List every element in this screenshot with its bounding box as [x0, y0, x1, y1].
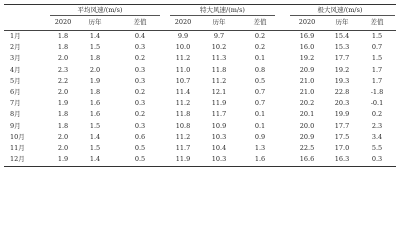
month-cell: 2月 [10, 43, 21, 52]
table-row [0, 121, 400, 132]
avg-historical-cell: 1.4 [89, 32, 101, 40]
avg-2020-cell: 1.8 [57, 121, 69, 130]
extreme-2020-cell: 16.6 [299, 155, 315, 164]
avg-difference-cell: 0.3 [134, 43, 146, 52]
extreme-difference-cell: 1.7 [371, 76, 383, 85]
max-2020-cell: 11.2 [175, 99, 191, 108]
max-2020-cell: 10.7 [175, 76, 191, 85]
table-row [0, 42, 400, 53]
extreme-historical-cell: 19.3 [334, 76, 350, 85]
avg-difference-cell: 0.6 [134, 132, 146, 141]
max-2020-cell: 9.9 [177, 32, 189, 40]
avg-difference-cell: 0.5 [134, 144, 146, 152]
table-bottom-rule [4, 166, 396, 167]
max-2020-cell: 11.2 [175, 132, 191, 141]
extreme-difference-cell: 2.3 [371, 121, 383, 130]
extreme-2020-cell: 20.9 [299, 65, 315, 74]
month-cell: 8月 [10, 110, 21, 119]
avg-2020-cell: 1.8 [57, 43, 69, 52]
group-underline-average-wind [50, 15, 160, 16]
subheader-avg-2020: 2020 [54, 18, 72, 26]
max-difference-cell: 0.1 [254, 110, 266, 119]
subheader-max-historical: 历年 [212, 18, 226, 26]
extreme-2020-cell: 20.9 [299, 132, 315, 141]
avg-historical-cell: 1.4 [89, 155, 101, 164]
extreme-2020-cell: 20.2 [299, 99, 315, 108]
month-cell: 10月 [10, 132, 25, 141]
extreme-historical-cell: 17.7 [334, 121, 350, 130]
avg-historical-cell: 1.5 [89, 43, 101, 52]
max-historical-cell: 11.3 [211, 54, 227, 63]
avg-historical-cell: 1.8 [89, 88, 101, 96]
extreme-2020-cell: 21.0 [299, 88, 315, 96]
table-row [0, 143, 400, 154]
extreme-historical-cell: 22.8 [334, 88, 350, 96]
extreme-2020-cell: 22.5 [299, 144, 315, 152]
avg-historical-cell: 1.8 [89, 54, 101, 63]
max-difference-cell: 1.3 [254, 144, 266, 152]
max-historical-cell: 10.3 [211, 132, 227, 141]
table-row [0, 31, 400, 42]
month-cell: 4月 [10, 65, 21, 74]
extreme-difference-cell: 3.4 [371, 132, 383, 141]
max-difference-cell: 1.6 [254, 155, 266, 164]
avg-difference-cell: 0.2 [134, 110, 146, 119]
table-row [0, 109, 400, 120]
max-difference-cell: 0.5 [254, 76, 266, 85]
extreme-difference-cell: 5.5 [371, 144, 383, 152]
avg-difference-cell: 0.2 [134, 88, 146, 96]
max-historical-cell: 11.2 [211, 76, 227, 85]
avg-historical-cell: 2.0 [89, 65, 101, 74]
extreme-historical-cell: 17.5 [334, 132, 350, 141]
extreme-historical-cell: 20.3 [334, 99, 350, 108]
max-2020-cell: 11.8 [175, 110, 191, 119]
month-cell: 3月 [10, 54, 21, 63]
extreme-historical-cell: 16.3 [334, 155, 350, 164]
extreme-difference-cell: 0.2 [371, 110, 383, 119]
subheader-extreme-difference: 差值 [370, 18, 384, 26]
avg-2020-cell: 1.9 [57, 99, 69, 108]
max-difference-cell: 0.8 [254, 65, 266, 74]
extreme-2020-cell: 21.0 [299, 76, 315, 85]
avg-2020-cell: 2.0 [57, 88, 69, 96]
extreme-difference-cell: 1.5 [371, 54, 383, 63]
avg-historical-cell: 1.5 [89, 121, 101, 130]
max-difference-cell: 0.7 [254, 88, 266, 96]
max-difference-cell: 0.7 [254, 99, 266, 108]
avg-difference-cell: 0.3 [134, 121, 146, 130]
subheader-avg-historical: 历年 [88, 18, 102, 26]
month-cell: 6月 [10, 88, 21, 96]
table-row [0, 53, 400, 64]
avg-historical-cell: 1.4 [89, 132, 101, 141]
subheader-max-difference: 差值 [253, 18, 267, 26]
max-historical-cell: 11.7 [211, 110, 227, 119]
max-2020-cell: 11.4 [175, 88, 191, 96]
extreme-difference-cell: 0.3 [371, 155, 383, 164]
avg-difference-cell: 0.3 [134, 76, 146, 85]
max-2020-cell: 11.7 [175, 144, 191, 152]
extreme-historical-cell: 17.7 [334, 54, 350, 63]
avg-2020-cell: 1.8 [57, 32, 69, 40]
avg-2020-cell: 2.0 [57, 132, 69, 141]
avg-difference-cell: 0.3 [134, 65, 146, 74]
subheader-extreme-2020: 2020 [298, 18, 316, 26]
month-cell: 7月 [10, 99, 21, 108]
month-cell: 11月 [10, 144, 25, 152]
table-row [0, 132, 400, 143]
extreme-2020-cell: 20.0 [299, 121, 315, 130]
max-historical-cell: 12.1 [211, 88, 227, 96]
avg-historical-cell: 1.6 [89, 99, 101, 108]
max-difference-cell: 0.2 [254, 43, 266, 52]
avg-difference-cell: 0.3 [134, 99, 146, 108]
group-underline-max-wind [170, 15, 275, 16]
max-historical-cell: 10.2 [211, 43, 227, 52]
extreme-difference-cell: 0.7 [371, 43, 383, 52]
avg-2020-cell: 1.9 [57, 155, 69, 164]
avg-historical-cell: 1.6 [89, 110, 101, 119]
extreme-historical-cell: 19.9 [334, 110, 350, 119]
extreme-historical-cell: 17.0 [334, 144, 350, 152]
avg-2020-cell: 2.3 [57, 65, 69, 74]
max-historical-cell: 10.9 [211, 121, 227, 130]
extreme-historical-cell: 15.4 [334, 32, 350, 40]
extreme-historical-cell: 15.3 [334, 43, 350, 52]
avg-difference-cell: 0.2 [134, 54, 146, 63]
max-2020-cell: 10.8 [175, 121, 191, 130]
avg-2020-cell: 2.0 [57, 144, 69, 152]
extreme-2020-cell: 20.1 [299, 110, 315, 119]
extreme-2020-cell: 16.0 [299, 43, 315, 52]
month-cell: 1月 [10, 32, 21, 40]
extreme-2020-cell: 19.2 [299, 54, 315, 63]
avg-difference-cell: 0.5 [134, 155, 146, 164]
max-2020-cell: 10.0 [175, 43, 191, 52]
max-historical-cell: 11.8 [211, 65, 227, 74]
avg-difference-cell: 0.4 [134, 32, 146, 40]
avg-historical-cell: 1.5 [89, 144, 101, 152]
max-historical-cell: 11.9 [211, 99, 227, 108]
avg-2020-cell: 2.0 [57, 54, 69, 63]
max-historical-cell: 9.7 [213, 32, 225, 40]
group-underline-extreme-wind [290, 15, 395, 16]
max-2020-cell: 11.9 [175, 155, 191, 164]
max-2020-cell: 11.0 [175, 65, 191, 74]
max-difference-cell: 0.1 [254, 121, 266, 130]
month-cell: 12月 [10, 155, 25, 164]
month-cell: 9月 [10, 121, 21, 130]
avg-2020-cell: 2.2 [57, 76, 69, 85]
max-historical-cell: 10.4 [211, 144, 227, 152]
subheader-max-2020: 2020 [174, 18, 192, 26]
extreme-difference-cell: -0.1 [370, 99, 384, 108]
month-cell: 5月 [10, 76, 21, 85]
extreme-difference-cell: 1.5 [371, 32, 383, 40]
subheader-extreme-historical: 历年 [335, 18, 349, 26]
extreme-historical-cell: 19.2 [334, 65, 350, 74]
table-row [0, 98, 400, 109]
table-row [0, 65, 400, 76]
subheader-avg-difference: 差值 [133, 18, 147, 26]
max-difference-cell: 0.2 [254, 32, 266, 40]
extreme-difference-cell: -1.8 [370, 88, 384, 96]
avg-historical-cell: 1.9 [89, 76, 101, 85]
extreme-difference-cell: 1.7 [371, 65, 383, 74]
max-difference-cell: 0.9 [254, 132, 266, 141]
table-row [0, 76, 400, 87]
table-row [0, 154, 400, 165]
extreme-2020-cell: 16.9 [299, 32, 315, 40]
avg-2020-cell: 1.8 [57, 110, 69, 119]
group-header-extreme-wind: 极大风速/(m/s) [317, 6, 363, 14]
max-difference-cell: 0.1 [254, 54, 266, 63]
table-row [0, 87, 400, 98]
max-historical-cell: 10.3 [211, 155, 227, 164]
group-header-average-wind: 平均风速/(m/s) [77, 6, 123, 14]
group-header-max-wind: 特大风速/(m/s) [200, 6, 245, 14]
max-2020-cell: 11.2 [175, 54, 191, 63]
